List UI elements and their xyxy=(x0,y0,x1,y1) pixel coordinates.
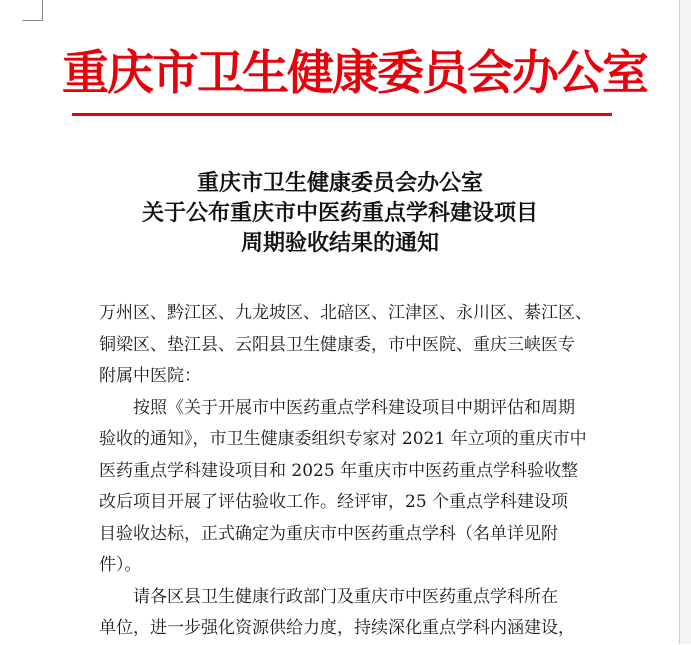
paragraph-line: 改后项目开展了评估验收工作。经评审，25 个重点学科建设项 xyxy=(99,492,569,512)
paragraph-2 xyxy=(99,582,599,645)
document-title-line-1: 重庆市卫生健康委员会办公室 xyxy=(196,170,483,196)
viewer-gutter xyxy=(680,0,691,644)
document-title-line-2: 关于公布重庆市中医药重点学科建设项目 xyxy=(141,200,538,226)
paragraph-line: 件）。 xyxy=(99,555,142,575)
paragraph-1 xyxy=(99,393,599,582)
paragraph-line: 验收的通知》，市卫生健康委组织专家对 2021 年立项的重庆市中 xyxy=(99,429,587,449)
document-title-line-3: 周期验收结果的通知 xyxy=(240,230,439,256)
masthead-title: 重庆市卫生健康委员会办公室 xyxy=(62,46,647,101)
paragraph-line: 单位，进一步强化资源供给力度，持续深化重点学科内涵建设， xyxy=(99,618,575,638)
paragraph-line: 目验收达标，正式确定为重庆市中医药重点学科（名单详见附 xyxy=(99,523,558,544)
addressee-line: 附属中医院： xyxy=(99,366,201,386)
paragraph-line: 请各区县卫生健康行政部门及重庆市中医药重点学科所在 xyxy=(133,586,558,607)
document-title xyxy=(60,168,620,258)
addressee-block xyxy=(99,298,599,393)
document-body xyxy=(99,298,599,645)
crop-mark-vertical xyxy=(42,0,43,21)
paragraph-line: 医药重点学科建设项目和 2025 年重庆市中医药重点学科验收整 xyxy=(99,460,579,481)
crop-mark-horizontal xyxy=(22,20,42,21)
paragraph-line: 按照《关于开展市中医药重点学科建设项目中期评估和周期 xyxy=(133,397,575,418)
masthead-red-rule xyxy=(72,113,612,116)
addressee-line: 铜梁区、垫江县、云阳县卫生健康委，市中医院、重庆三峡医专 xyxy=(99,334,575,355)
addressee-line: 万州区、黔江区、九龙坡区、北碚区、江津区、永川区、綦江区、 xyxy=(99,303,592,323)
